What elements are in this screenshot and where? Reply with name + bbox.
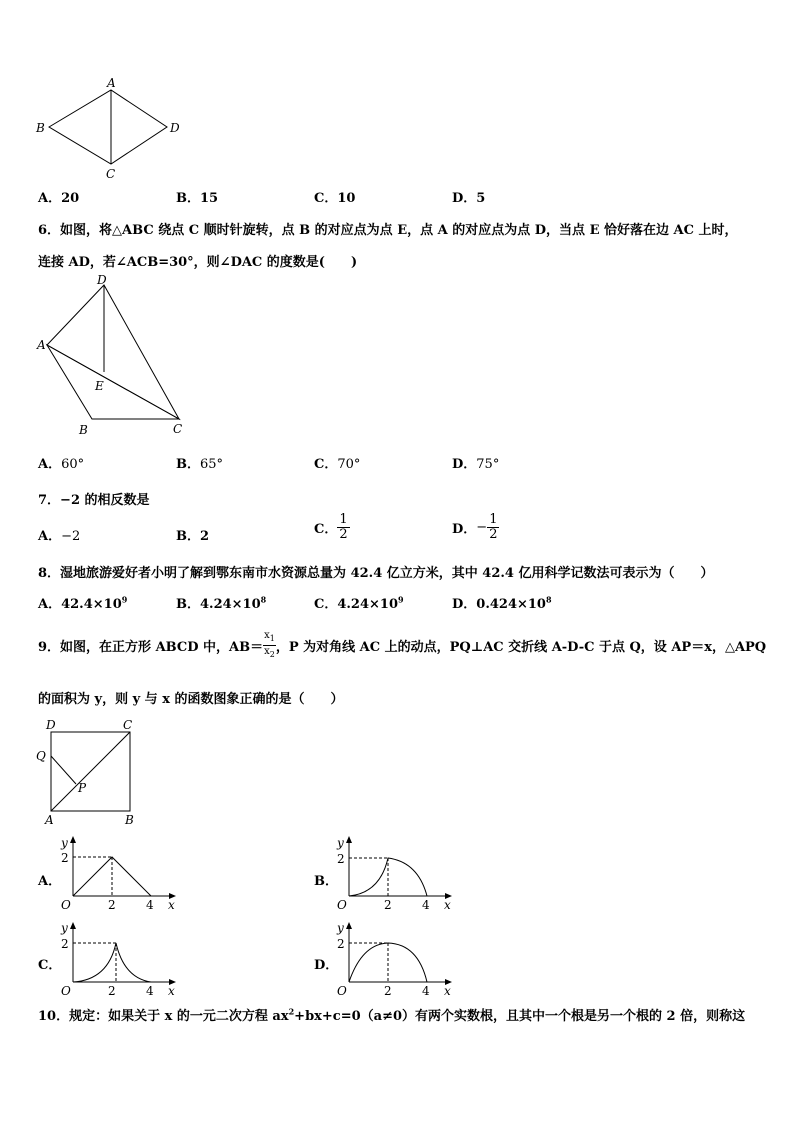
axis-label-y: y [61, 921, 68, 935]
fraction-one-half: $\frac{1}{2}$ [489, 512, 498, 542]
q8-option-b: B．$4.24\times 10^8$ [176, 594, 267, 612]
q5-option-c: C．10 [314, 191, 356, 206]
q9-option-b: B． [314, 874, 338, 889]
axis-label-x: x [444, 984, 451, 998]
fraction-one-half: $\frac{1}{2}$ [339, 512, 348, 542]
q7-option-c: C． $\frac{1}{2}$ [314, 512, 348, 542]
q9-option-a: A． [38, 874, 62, 889]
label-a: A [45, 813, 54, 827]
label-b: B [79, 423, 88, 437]
tick-label-2: 2 [337, 937, 345, 951]
label-b: B [125, 813, 134, 827]
q8-option-c: C．$4.24\times 10^9$ [314, 594, 404, 612]
tick-label-2: 2 [61, 937, 69, 951]
label-q: Q [36, 749, 46, 763]
label-c: C [173, 422, 183, 436]
q6-option-b: B．65° [176, 457, 224, 472]
q7-text: 7．−2 的相反数是 [38, 493, 150, 508]
q6-text-line1: 6．如图，将△ABC 绕点 C 顺时针旋转，点 B 的对应点为点 E，点 A 的对应点为点 D，当点 E 恰好落在边 AC 上时， [38, 223, 738, 238]
q9-text-line1: 9．如图，在正方形 ABCD 中，AB＝ $\frac{x_1}{x_2}$ ，P 为对角线 AC 上的动点，PQ⊥AC 交折线 A-D-C 于点 Q，设 AP＝x，△APQ [38, 630, 767, 659]
tick-label-4: 4 [146, 898, 154, 912]
axis-label-x: x [168, 984, 175, 998]
label-a: A [107, 76, 116, 90]
label-p: P [78, 781, 87, 795]
axis-label-x: x [168, 898, 175, 912]
q8-text: 8．湿地旅游爱好者小明了解到鄂东南市水资源总量为 42.4 亿立方米，其中 42.4 亿用科学记数法可表示为（ ） [38, 566, 714, 581]
tick-label-4: 4 [422, 984, 430, 998]
tick-label-2: 2 [384, 898, 392, 912]
fraction-x1-x2: $\frac{x_1}{x_2}$ [264, 630, 275, 659]
q5-option-d: D．5 [452, 191, 486, 206]
q9-option-d: D． [314, 958, 339, 973]
q6-option-c: C．70° [314, 457, 361, 472]
q9-text-line2: 的面积为 y，则 y 与 x 的函数图象正确的是（ ） [38, 692, 344, 707]
q7-option-b: B．2 [176, 529, 210, 544]
label-d: D [170, 121, 180, 135]
tick-label-4: 4 [422, 898, 430, 912]
label-e: E [95, 379, 104, 393]
origin-label: O [337, 984, 347, 998]
tick-label-2: 2 [108, 984, 116, 998]
origin-label: O [337, 898, 347, 912]
tick-label-4: 4 [146, 984, 154, 998]
origin-label: O [61, 984, 71, 998]
q9-option-c: C． [38, 958, 62, 973]
q6-option-d: D．75° [452, 457, 500, 472]
q5-option-a: A．20 [38, 191, 80, 206]
tick-label-2: 2 [61, 851, 69, 865]
label-d: D [46, 718, 56, 732]
axis-label-y: y [337, 921, 344, 935]
label-c: C [106, 167, 116, 181]
axis-label-y: y [337, 836, 344, 850]
q7-option-a: A．−2 [38, 529, 81, 544]
label-c: C [123, 718, 133, 732]
q10-text: 10．规定：如果关于 x 的一元二次方程 $ax^2+bx+c=0(a\ne 0)$有两个实数根，且其中一个根是另一个根的 2 倍，则称这 [38, 1006, 746, 1024]
q8-option-d: D．$0.424\times 10^8$ [452, 594, 552, 612]
q7-option-d: D．− $\frac{1}{2}$ [452, 512, 498, 542]
origin-label: O [61, 898, 71, 912]
q6-text-line2: 连接 AD，若∠ACB=30°，则∠DAC 的度数是( ) [38, 255, 358, 270]
label-b: B [36, 121, 45, 135]
tick-label-2: 2 [108, 898, 116, 912]
label-d: D [97, 273, 107, 287]
label-a: A [37, 338, 46, 352]
tick-label-2: 2 [384, 984, 392, 998]
q5-option-b: B．15 [176, 191, 219, 206]
axis-label-x: x [444, 898, 451, 912]
axis-label-y: y [61, 836, 68, 850]
q8-option-a: A．$42.4\times 10^9$ [38, 594, 128, 612]
q6-option-a: A．60° [38, 457, 85, 472]
tick-label-2: 2 [337, 852, 345, 866]
